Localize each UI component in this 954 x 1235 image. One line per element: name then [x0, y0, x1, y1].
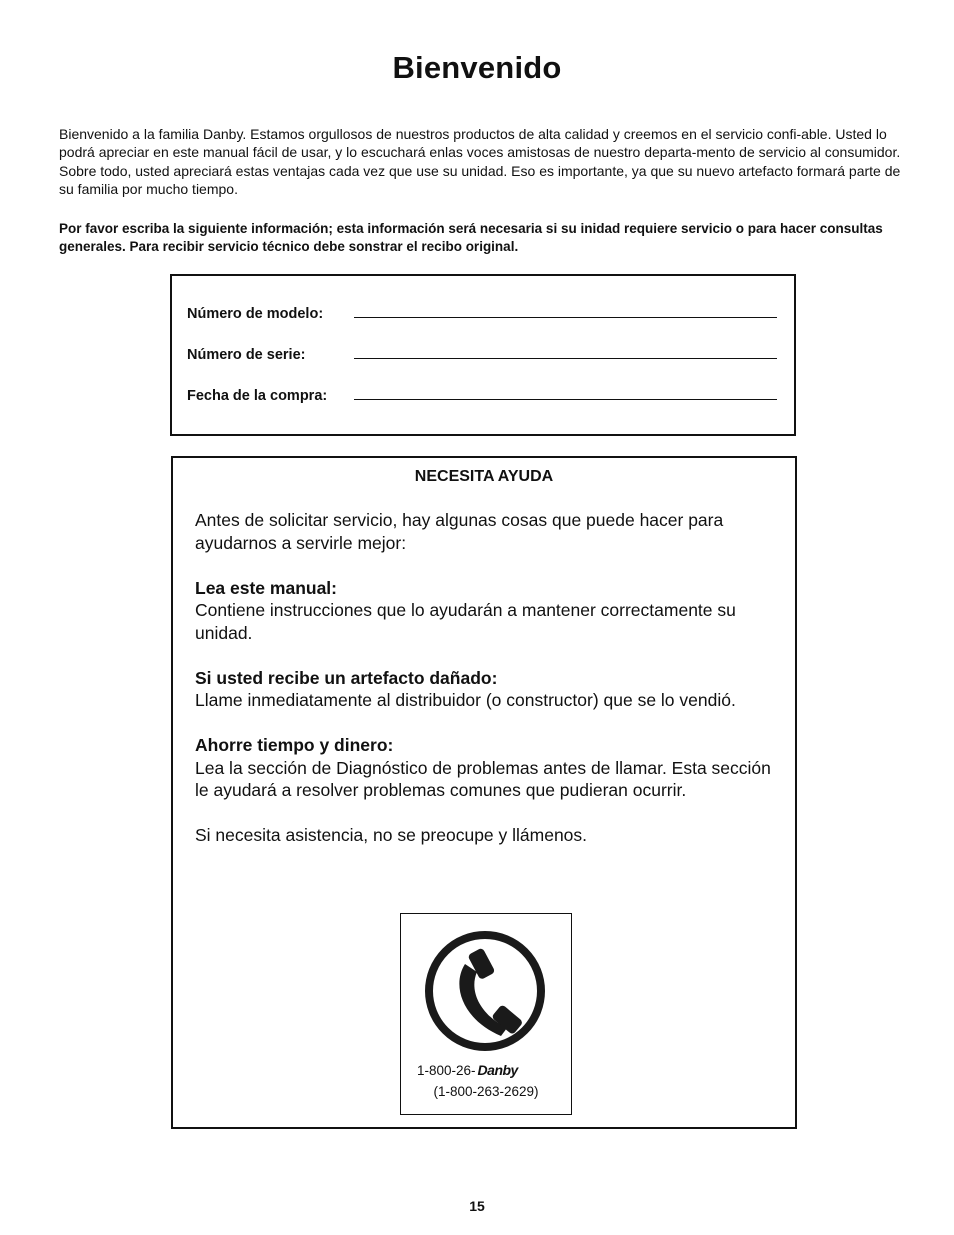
serial-number-line[interactable]: [354, 358, 777, 359]
help-intro: Antes de solicitar servicio, hay algunas cosas que puede hacer para ayudarnos a servirle mejor:: [195, 510, 724, 553]
help-section: [195, 667, 785, 712]
model-number-field[interactable]: [187, 298, 777, 322]
page-number: 15: [469, 1198, 485, 1214]
serial-number-label: Número de serie:: [187, 347, 306, 363]
intro-paragraph: Bienvenido a la familia Danby. Estamos orgullosos de nuestros productos de alta calidad y creemos en el servicio confi-able. Usted lo podrá apreciar en este manual fácil de usar, y lo escuchará enlas voces amistosas de nuestro departa-mento de servicio al consumidor. Sobre todo, usted apreciará estas ventajas cada vez que use su unidad. Eso es importante, ya que su nuevo artefacto formará parte de su familia por mucho tiempo.: [59, 126, 901, 198]
model-number-line[interactable]: [354, 317, 777, 318]
product-info-box: [170, 274, 796, 436]
help-section: [195, 734, 785, 802]
help-closing: Si necesita asistencia, no se preocupe y llámenos.: [195, 825, 588, 845]
info-note: Por favor escriba la siguiente información; esta información será necesaria si su inidad requiere servicio o para hacer consultas generales. Para recibir servicio técnico debe sonstrar el recibo original.: [59, 221, 883, 255]
phone-number-numeric: (1-800-263-2629): [433, 1084, 539, 1099]
help-section-heading: Lea este manual:: [195, 577, 337, 598]
purchase-date-field[interactable]: [187, 380, 777, 404]
model-number-label: Número de modelo:: [187, 306, 324, 322]
help-section-heading: Si usted recibe un artefacto dañado:: [195, 667, 498, 688]
help-title: NECESITA AYUDA: [414, 468, 554, 485]
help-section-text: Llame inmediatamente al distribuidor (o constructor) que se lo vendió.: [195, 690, 736, 710]
phone-number-text: [417, 1062, 567, 1078]
help-section: [195, 577, 785, 645]
help-section-text: Lea la sección de Diagnóstico de problemas antes de llamar. Esta sección le ayudará a resolver problemas comunes que pudieran ocurrir.: [195, 757, 771, 800]
phone-prefix: 1-800-26-: [417, 1063, 476, 1078]
help-box: [171, 456, 797, 1129]
danby-brand-logo: Danby: [477, 1062, 518, 1078]
help-section-text: Contiene instrucciones que lo ayudarán a mantener correctamente su unidad.: [195, 600, 736, 643]
purchase-date-label: Fecha de la compra:: [187, 388, 328, 404]
help-body: [195, 509, 785, 869]
help-section-heading: Ahorre tiempo y dinero:: [195, 735, 394, 755]
telephone-icon: [421, 928, 551, 1058]
purchase-date-line[interactable]: [354, 399, 777, 400]
phone-contact-box: [400, 913, 572, 1115]
page-title: Bienvenido: [392, 50, 562, 85]
serial-number-field[interactable]: [187, 339, 777, 363]
